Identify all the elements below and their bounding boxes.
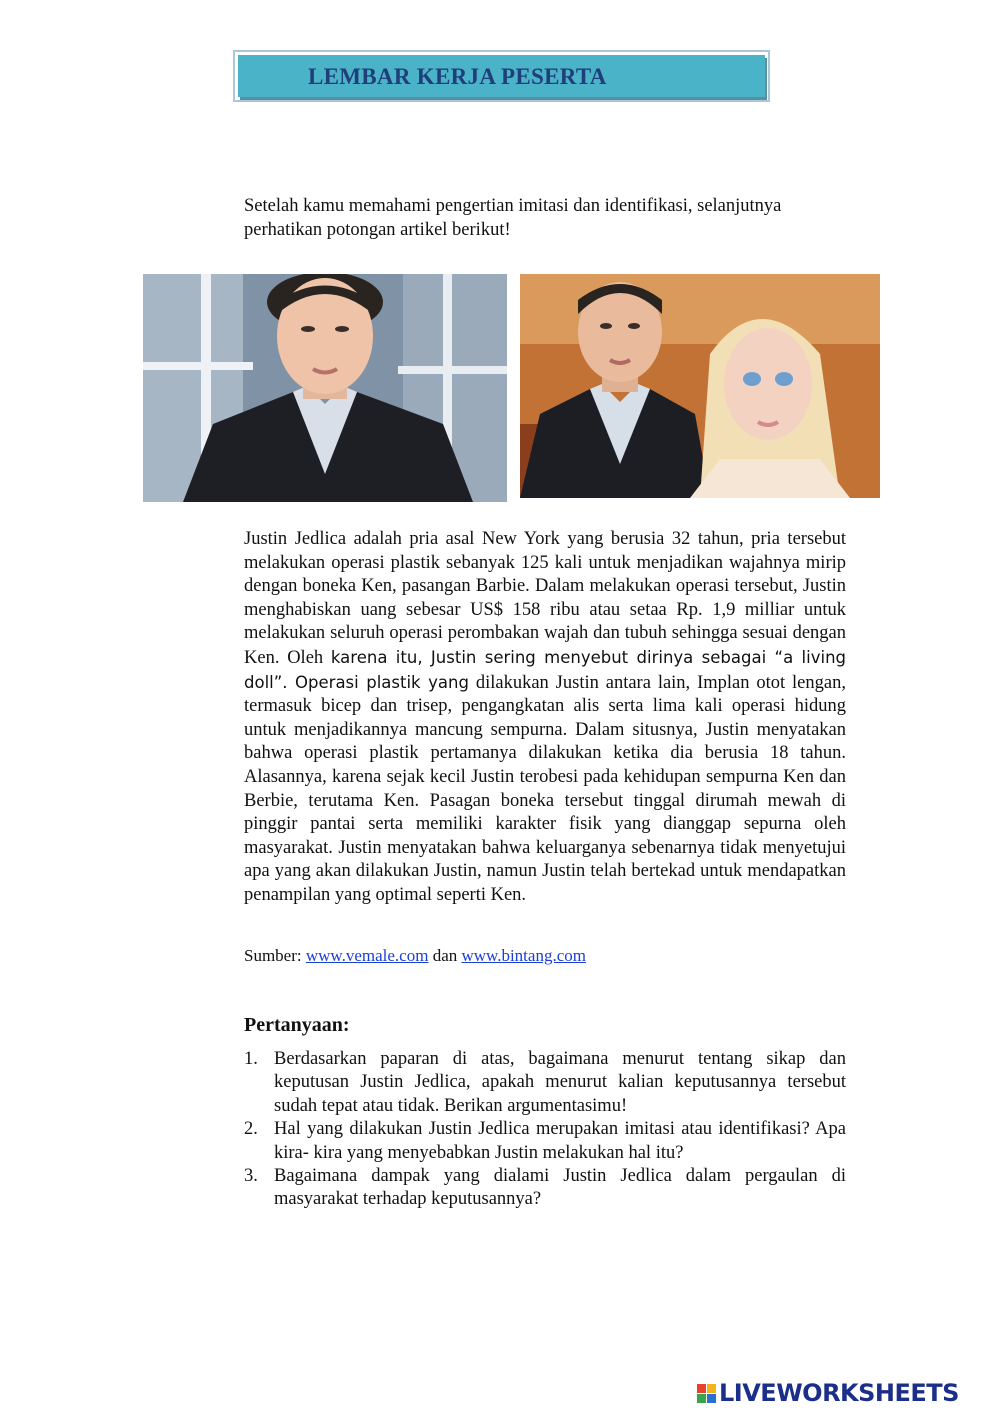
question-item <box>244 1165 846 1212</box>
source-connector: dan <box>428 946 462 965</box>
article-text <box>244 528 846 908</box>
question-text: Berdasarkan paparan di atas, bagaimana menurut tentang sikap dan keputusan Justin Jedlica, apakah menurut kalian keputusannya tersebut sudah tepat atau tidak. Berikan argumentasimu! <box>274 1049 846 1116</box>
article-text-part3: dilakukan Justin antara lain, Implan otot lengan, termasuk bicep dan trisep, pengangkatan alis serta lima kali operasi hidung untuk menjadikannya mancung sempurna. Dalam situsnya, Justin menyatakan bahwa operasi plastik pertamanya dilakukan ketika dia berusia 18 tahun. Alasannya, karena sejak kecil Justin terobesi pada kehidupan sempurna Ken dan Berbie, terutama Ken. Pasagan boneka tersebut tinggal dirumah mewah di pinggir pantai serta memiliki karakter fisik yang dianggap sepurna oleh masyarakat. Justin menyatakan bahwa keluarganya sebenarnya tidak menyetujui apa yang akan dilakukan Justin, namun Justin telah bertekad untuk mendapatkan penampilan yang optimal seperti Ken. <box>244 672 846 905</box>
questions-list <box>244 1048 846 1212</box>
question-text: Hal yang dilakukan Justin Jedlica merupakan imitasi atau identifikasi? Apa kira- kira yang menyebabkan Justin melakukan hal itu? <box>274 1119 846 1163</box>
source-link-bintang[interactable]: www.bintang.com <box>461 946 586 965</box>
question-item <box>244 1048 846 1118</box>
title-banner-fill <box>238 55 765 97</box>
photo-justin-with-doll <box>520 274 880 498</box>
source-label: Sumber: <box>244 946 306 965</box>
intro-paragraph: Setelah kamu memahami pengertian imitasi dan identifikasi, selanjutnya perhatikan potongan artikel berikut! <box>244 196 782 240</box>
article-text-part2: karena itu, Justin sering menyebut dirinya sebagai “a living doll”. Operasi plastik yang <box>244 647 846 692</box>
questions-heading: Pertanyaan: <box>244 1014 350 1036</box>
question-number: 3. <box>244 1166 258 1187</box>
logo-text: LIVEWORKSHEETS <box>719 1379 959 1407</box>
source-link-vemale[interactable]: www.vemale.com <box>305 946 429 965</box>
source-line <box>244 945 586 967</box>
question-number: 2. <box>244 1119 258 1140</box>
question-text: Bagaimana dampak yang dialami Justin Jedlica dalam pergaulan di masyarakat terhadap keputusannya? <box>274 1166 846 1210</box>
page-title: LEMBAR KERJA PESERTA <box>308 64 607 89</box>
question-item <box>244 1118 846 1165</box>
liveworksheets-logo <box>697 1378 959 1408</box>
photo-justin-portrait <box>143 274 507 502</box>
title-banner <box>233 50 770 102</box>
logo-mark-icon <box>697 1384 716 1403</box>
article-text-part1: Justin Jedlica adalah pria asal New York yang berusia 32 tahun, pria tersebut melakukan operasi plastik sebanyak 125 kali untuk menjadikan wajahnya mirip dengan boneka Ken, pasangan Barbie. Dalam melakukan operasi tersebut, Justin menghabiskan uang sebesar US$ 158 ribu atau setaa Rp. 1,9 milliar untuk melakukan seluruh operasi perombakan wajah dan tubuh sehingga sesuai dengan Ken. Oleh <box>244 529 846 668</box>
question-number: 1. <box>244 1049 258 1069</box>
